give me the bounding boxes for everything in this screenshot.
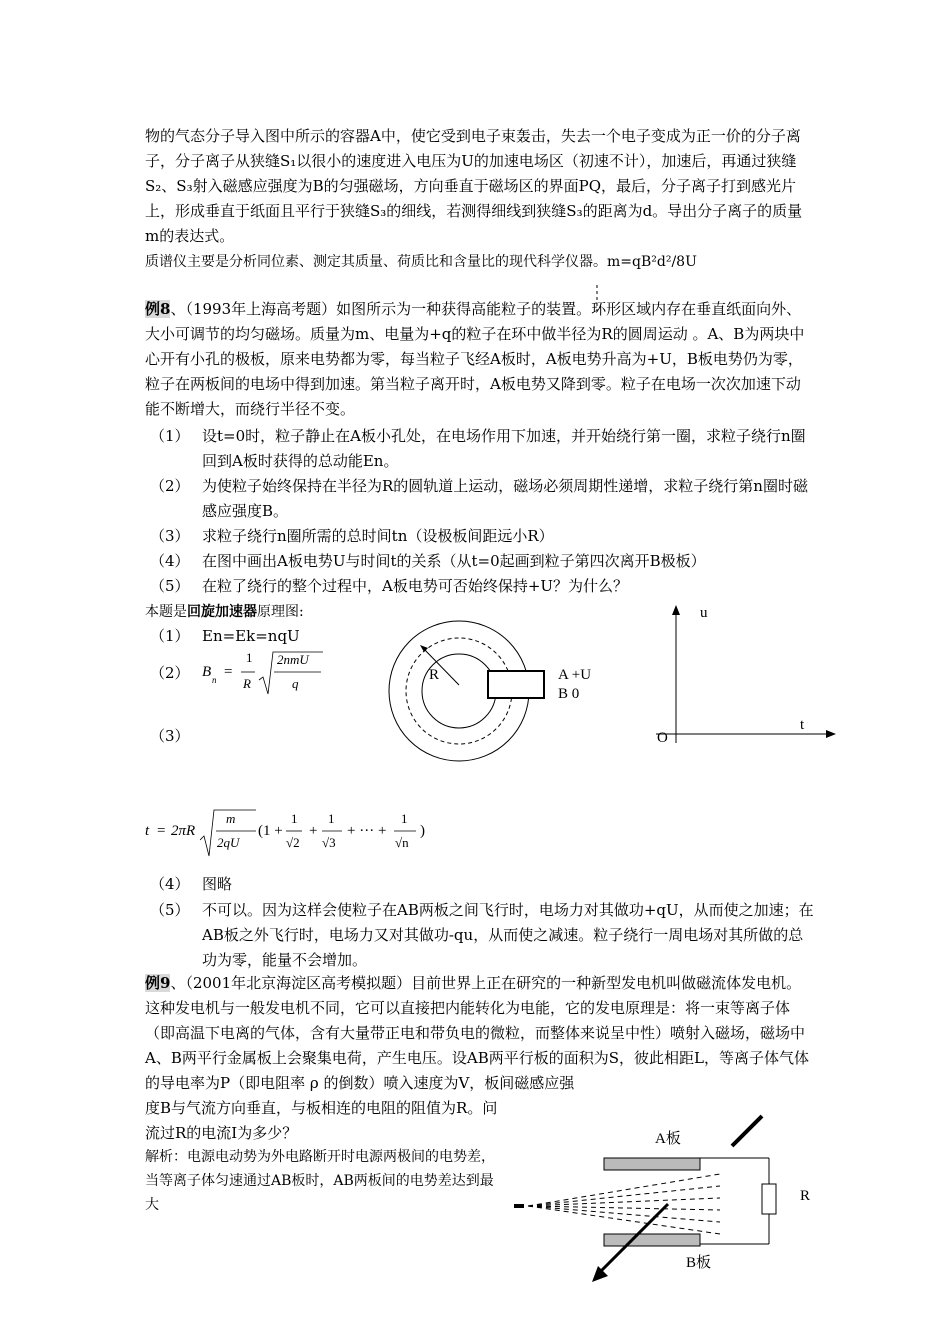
answer-mass-spectrometer: 质谱仪主要是分析同位素、测定其质量、荷质比和含量比的现代科学仪器。m=qB²d²/8U <box>145 254 697 270</box>
answer-4-number: （4） <box>150 875 190 893</box>
answer-4-text: 图略 <box>202 875 233 893</box>
question-4-number: （4） <box>150 552 190 570</box>
formula-bn-num: 1 <box>246 650 253 665</box>
example-9-body: 、（2001年北京海淀区高考模拟题）目前世界上正在研究的一种新型发电机叫做磁流体发电机。这种发电机与一般发电机不同，它可以直接把内能转化为电能，它的发电原理是：将一束等离子体（即高温下电离的气体，含有大量带正电和带负电的微粒，而整体来说呈中性）喷射入磁场，磁场中A、B两平行金属板上会聚集电荷，产生电压。设AB两平行板的面积为S，彼此相距L，等离子体气体的导电率为P（即电阻率 ρ 的倒数）喷入速度为V，板间磁感应强 <box>145 974 809 1092</box>
formula-bn-sub: n <box>212 675 217 685</box>
question-2-text: 为使粒子始终保持在半径为R的圆轨道上运动，磁场必须周期性递增，求粒子绕行第n圈时磁感应强度B。 <box>202 477 808 520</box>
u-t-axes <box>650 605 840 745</box>
question-5-number: （5） <box>150 577 190 595</box>
question-3-number: （3） <box>150 527 190 545</box>
formula-t-open: (1 + <box>258 823 283 839</box>
plate-b <box>604 1234 700 1246</box>
question-2-number: （2） <box>150 477 190 495</box>
magnetic-field-line-top <box>732 1116 762 1146</box>
answer-2-num: （2） <box>150 664 190 682</box>
answer-3-num: （3） <box>150 727 190 745</box>
formula-t-coef: 2πR <box>171 823 196 839</box>
formula-t-rad-num: m <box>226 811 236 826</box>
formula-t-rad-den: 2qU <box>217 835 240 850</box>
formula-bn-rad-den: q <box>292 676 299 691</box>
plate-b-label: B板 <box>686 1255 712 1271</box>
radius-arrow-icon <box>420 645 428 652</box>
example-8-text <box>145 297 815 422</box>
formula-bn-den: R <box>243 676 251 691</box>
t-axis-arrow-icon <box>826 730 836 738</box>
question-4-text: 在图中画出A板电势U与时间t的关系（从t=0起画到粒子第四次离开B极板） <box>202 552 706 570</box>
example-9-analysis: 解析：电源电动势为外电路断开时电源两极间的电势差，当等离子体匀速通过AB板时，AB两板间的电势差达到最大 <box>145 1149 495 1213</box>
plasma-beam <box>528 1174 720 1234</box>
answer-1-number: （1） <box>150 627 190 645</box>
formula-t-eq: = <box>157 823 166 839</box>
paragraph-mass-spectrometer: 物的气态分子导入图中所示的容器A中，使它受到电子束轰击，失去一个电子变成为正一价的分子离子，分子离子从狭缝S₁以很小的速度进入电压为U的加速电场区（初速不计），加速后，再通过狭缝S₂、S₃射入磁感应强度为B的匀强磁场，方向垂直于磁场区的界面PQ，最后，分子离子打到感光片上，形成垂直于纸面且平行于狭缝S₃的细线，若测得细线到狭缝S₃的距离为d。导出分子离子的质量m的表达式。 <box>145 127 803 245</box>
example-9-question: 度B与气流方向垂直，与板相连的电阻的阻值为R。问流过R的电流I为多少？ <box>145 1099 498 1142</box>
answer-5-number: （5） <box>150 901 190 919</box>
axis-origin-label: O <box>657 730 668 746</box>
resistor-label: R <box>800 1188 811 1204</box>
resistor-r <box>762 1184 776 1214</box>
cyclotron-a-label: A +U <box>558 667 592 683</box>
formula-t-close: ) <box>420 823 425 839</box>
question-3-text: 求粒子绕行n圈所需的总时间tn（设极板间距远小R） <box>202 527 554 545</box>
formula-bn-lhs: B <box>202 664 212 680</box>
formula-t-dots: + ··· + <box>347 823 387 839</box>
example-9-label: 例9 <box>145 974 171 992</box>
question-1-text: 设t=0时，粒子静止在A板小孔处，在电场作用下加速，并开始绕行第一圈，求粒子绕行n圈回到A板时获得的总动能En。 <box>202 427 806 470</box>
plates-box <box>488 671 544 698</box>
formula-bn <box>202 648 332 698</box>
answer-intro-bold: 回旋加速器 <box>187 604 257 620</box>
formula-t-f2-den: √3 <box>322 835 336 850</box>
formula-t <box>145 808 445 860</box>
answer-1-text: En=Ek=nqU <box>202 627 300 645</box>
formula-bn-rad-num: 2nmU <box>277 652 309 667</box>
formula-t-f1-num: 1 <box>291 811 298 826</box>
formula-t-f3-num: 1 <box>401 811 408 826</box>
example-8-label: 例8 <box>145 300 171 318</box>
formula-t-f1-den: √2 <box>286 835 300 850</box>
beam-source <box>514 1204 524 1208</box>
plate-a-label: A板 <box>655 1131 681 1147</box>
answer-intro-post: 原理图: <box>257 604 304 620</box>
answer-5-text: 不可以。因为这样会使粒子在AB两板之间飞行时，电场力对其做功+qU，从而使之加速；在AB板之外飞行时，电场力又对其做功-qu，从而使之减速。粒子绕行一周电场对其所做的总功为零，能量不会增加。 <box>202 901 814 969</box>
question-5-text: 在粒了绕行的整个过程中，A板电势可否始终保持+U？为什么？ <box>202 577 629 595</box>
formula-t-f2-num: 1 <box>328 811 335 826</box>
question-1-number: （1） <box>150 427 190 445</box>
inner-ring <box>422 654 496 728</box>
answer-intro-pre: 本题是 <box>145 604 187 620</box>
plate-a <box>604 1158 700 1170</box>
u-axis-arrow-icon <box>672 605 680 615</box>
example-9-text <box>145 971 815 1096</box>
axis-u-label: u <box>700 605 708 621</box>
formula-t-plus: + <box>309 823 318 839</box>
example-8-body: 、（1993年上海高考题）如图所示为一种获得高能粒子的装置。环形区域内存在垂直纸面向外、大小可调节的均匀磁场。质量为m、电量为+q的粒子在环中做半径为R的圆周运动 。A、B为两块中心开有小孔的极板，原来电势都为零，每当粒子飞经A板时，A板电势升高为+U，B板电势仍为零，粒子在两板间的电场中得到加速。第当粒子离开时，A板电势又降到零。粒子在电场一次次加速下动能不断增大，而绕行半径不变。 <box>145 300 805 418</box>
axis-t-label: t <box>800 717 805 733</box>
formula-bn-eq: = <box>224 664 233 680</box>
cyclotron-b-label: B 0 <box>558 686 580 702</box>
cyclotron-r-label: R <box>429 667 440 683</box>
formula-t-f3-den: √n <box>395 835 409 850</box>
formula-t-lhs: t <box>145 823 150 839</box>
